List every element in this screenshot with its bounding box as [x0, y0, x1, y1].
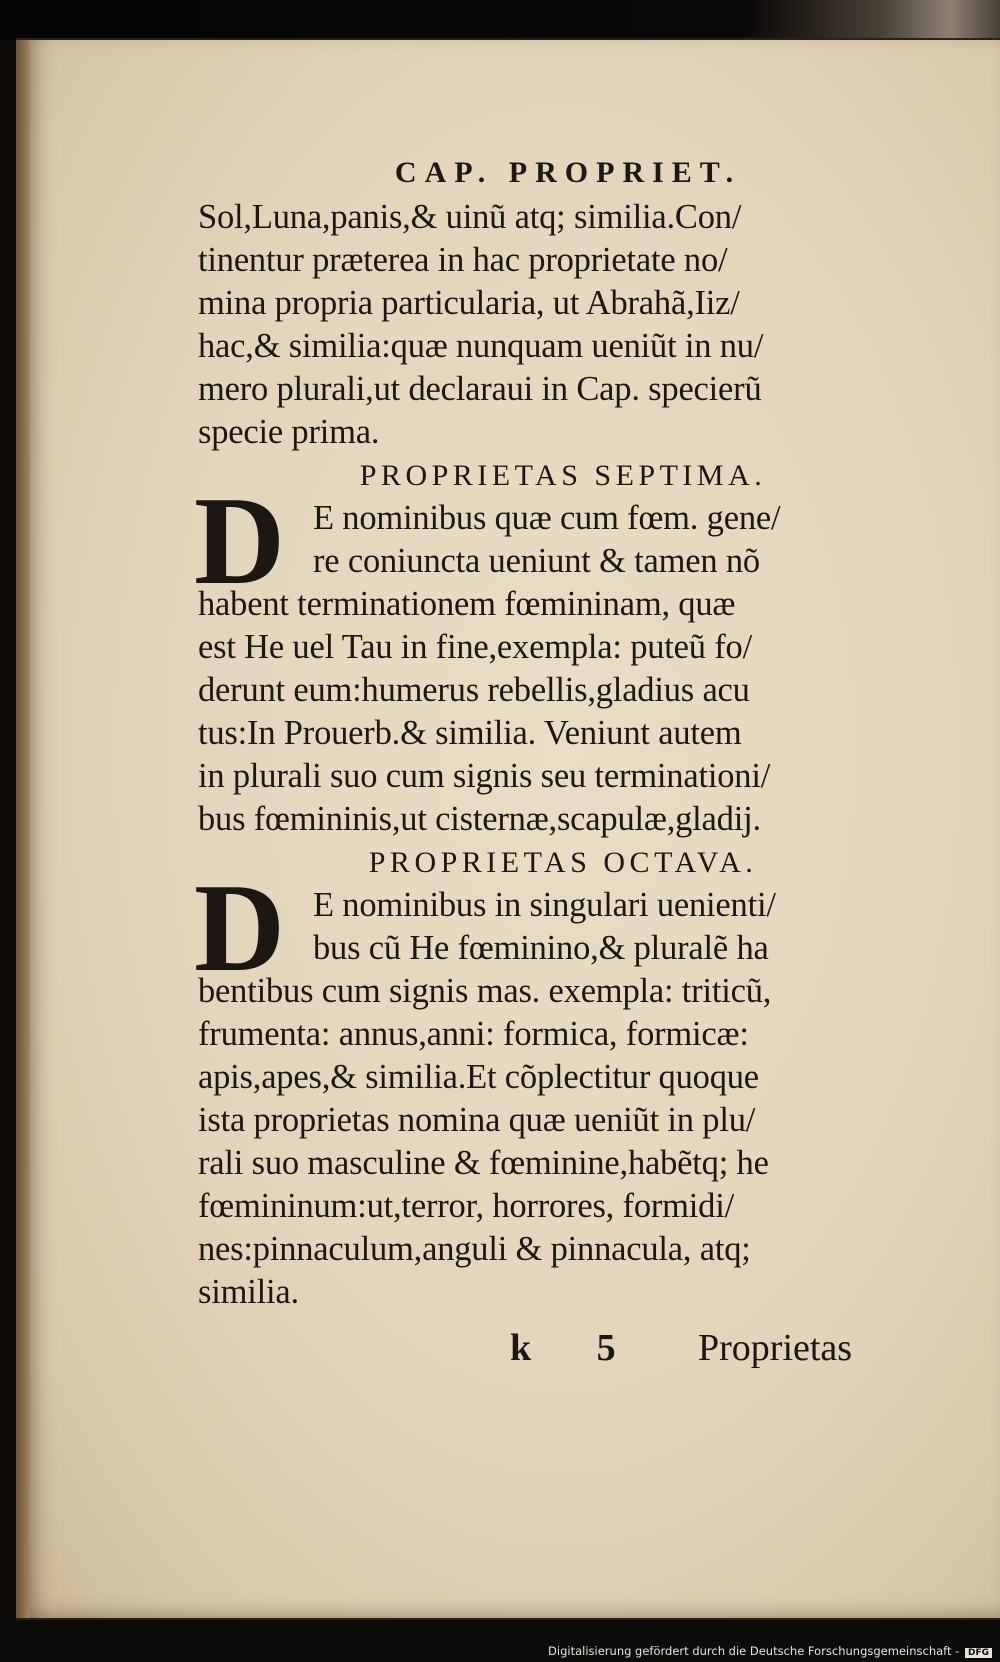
text-line: mina propria particularia, ut Abrahã,Iiz/	[198, 284, 740, 322]
text-line: in plurali suo cum signis seu terminationi/	[198, 757, 771, 795]
digitization-credit	[548, 1644, 992, 1658]
page-footer-line	[198, 1322, 898, 1382]
dfg-logo-badge: DFG	[965, 1648, 992, 1658]
drop-cap-initial: D	[194, 859, 285, 998]
text-line: Sol,Luna,panis,& uinũ atq; similia.Con/	[198, 198, 742, 236]
text-line: derunt eum:humerus rebellis,gladius acu	[198, 671, 750, 709]
text-line: hac,& similia:quæ nunquam ueniũt in nu/	[198, 327, 764, 365]
text-line: tinentur præterea in hac proprietate no/	[198, 241, 728, 279]
text-line: bus cũ He fœminino,& pluralẽ ha	[313, 929, 769, 967]
page-gutter	[16, 40, 30, 1618]
text-line: re coniuncta ueniunt & tamen nõ	[313, 542, 760, 580]
text-line: E nominibus in singulari uenienti/	[313, 886, 776, 924]
text-block	[194, 150, 898, 1382]
catchword: Proprietas	[698, 1327, 853, 1369]
text-line: frumenta: annus,anni: formica, formicæ:	[198, 1015, 749, 1053]
text-line: habent terminationem fœmininam, quæ	[198, 585, 736, 623]
text-line: nes:pinnaculum,anguli & pinnacula, atq;	[198, 1230, 751, 1268]
text-line: fœmininum:ut,terror, horrores, formidi/	[198, 1187, 734, 1225]
running-head: CAP. PROPRIET.	[394, 156, 742, 189]
text-line: est He uel Tau in fine,exempla: puteũ fo/	[198, 628, 752, 666]
text-line: bus fœmininis,ut cisternæ,scapulæ,gladij.	[198, 800, 761, 838]
text-line: apis,apes,& similia.Et cõplectitur quoque	[198, 1058, 759, 1096]
digitization-credit-text: Digitalisierung gefördert durch die Deutsche Forschungsgemeinschaft -	[548, 1644, 960, 1658]
drop-cap-initial: D	[194, 472, 285, 611]
text-line: tus:In Prouerb.& similia. Veniunt autem	[198, 714, 742, 752]
section-heading-septima: PROPRIETAS SEPTIMA.	[359, 459, 767, 492]
text-line: similia.	[198, 1273, 299, 1311]
text-line: bentibus cum signis mas. exempla: triticũ,	[198, 972, 772, 1010]
text-line: ista proprietas nomina quæ ueniũt in plu/	[198, 1101, 756, 1139]
text-line: E nominibus quæ cum fœm. gene/	[313, 499, 781, 537]
signature-mark: k 5	[510, 1327, 644, 1369]
intro-paragraph	[198, 196, 898, 454]
text-line: mero plurali,ut declaraui in Cap. specierũ	[198, 370, 762, 408]
text-line: rali suo masculine & fœminine,habẽtq; he	[198, 1144, 769, 1182]
text-line: specie prima.	[198, 413, 380, 451]
section-heading-octava: PROPRIETAS OCTAVA.	[368, 846, 758, 879]
scan-top-edge	[0, 0, 1000, 40]
